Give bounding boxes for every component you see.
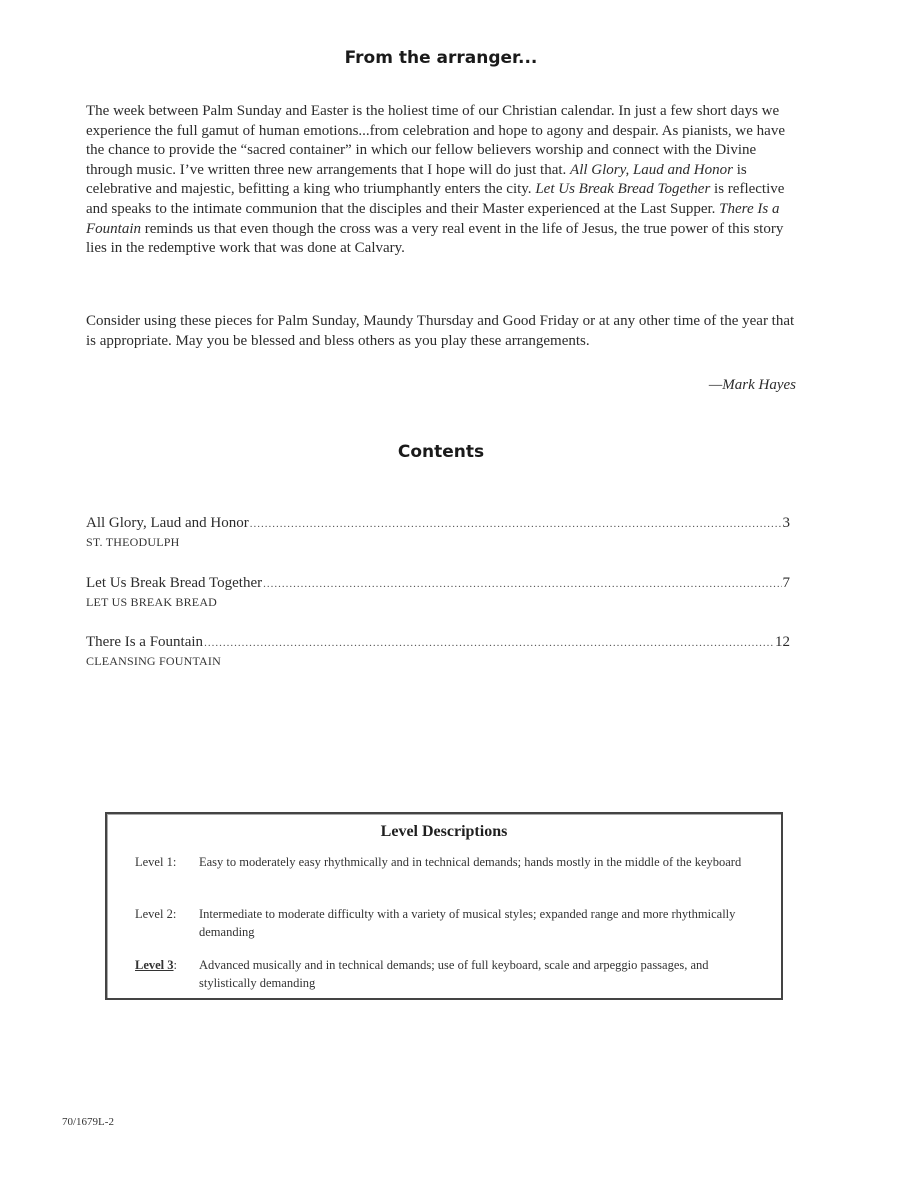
arranger-heading: From the arranger... <box>344 48 538 68</box>
toc-tune-name: LET US BREAK BREAD <box>86 595 218 609</box>
toc-tune-name: ST. THEODULPH <box>86 535 180 549</box>
toc-line <box>86 634 790 651</box>
level-label-colon: : <box>173 958 178 972</box>
toc-leader-dots <box>204 637 774 649</box>
toc-entry-all-glory[interactable] <box>86 515 790 550</box>
toc-title: Let Us Break Bread Together <box>86 575 263 591</box>
arranger-paragraph-2: Consider using these pieces for Palm Sunday, Maundy Thursday and Good Friday or at any other time of the year that is appropriate. May you be blessed and bless others as you play these arrangements. <box>86 313 795 349</box>
toc-title: There Is a Fountain <box>86 634 204 650</box>
level-descriptions-box <box>105 812 783 1000</box>
level-description: Intermediate to moderate difficulty with a variety of musical styles; expanded range and more rhythmically demanding <box>199 907 736 939</box>
level-descriptions-title: Level Descriptions <box>380 823 508 840</box>
toc-page-number: 7 <box>782 575 790 591</box>
toc-entry-fountain[interactable] <box>86 634 790 669</box>
level-label-wrap <box>135 957 197 975</box>
catalog-code: 70/1679L-2 <box>62 1116 114 1128</box>
toc-leader-dots <box>263 578 781 590</box>
toc-line <box>86 515 790 532</box>
level-label: Level 2: <box>135 907 177 921</box>
toc-title: All Glory, Laud and Honor <box>86 515 249 531</box>
para1-title-fountain: There Is a Fountain <box>86 200 780 237</box>
toc-tune-name: CLEANSING FOUNTAIN <box>86 654 221 668</box>
level-label-highlighted: Level 3 <box>135 958 174 972</box>
toc-page-number: 12 <box>775 634 790 650</box>
toc-entry-break-bread[interactable] <box>86 575 790 610</box>
arranger-signature: —Mark Hayes <box>708 377 796 393</box>
toc-page-number: 3 <box>782 515 790 531</box>
arranger-paragraph-1 <box>86 102 802 259</box>
para1-segment: reminds us that even though the cross was a very real event in the life of Jesus, the true power of this story lies in the redemptive work that was done at Calvary. <box>86 220 784 257</box>
para1-title-break-bread: Let Us Break Bread Together <box>535 181 711 198</box>
toc-leader-dots <box>250 518 782 530</box>
para1-title-all-glory: All Glory, Laud and Honor <box>570 161 733 178</box>
level-description: Easy to moderately easy rhythmically and in technical demands; hands mostly in the middle of the keyboard <box>199 855 742 869</box>
para1-segment: is celebrative and majestic, befitting a king who triumphantly enters the city. <box>86 161 747 198</box>
para1-segment: is reflective and speaks to the intimate communion that the disciples and their Master experienced at the Last Supper. <box>86 181 785 217</box>
contents-heading: Contents <box>397 442 485 462</box>
para1-segment: The week between Palm Sunday and Easter is the holiest time of our Christian calendar. In just a few short days we experience the full gamut of human emotions...from celebration and hope to agony and despair. As pianists, we have the chance to provide the “sacred container” in which our fellow believers worship and connect with the Divine through music. I’ve written three new arrangements that I hope will do just that. <box>86 103 785 178</box>
level-label: Level 1: <box>135 855 177 869</box>
toc-line <box>86 575 790 592</box>
level-description: Advanced musically and in technical demands; use of full keyboard, scale and arpeggio passages, and stylistically demanding <box>199 958 709 990</box>
